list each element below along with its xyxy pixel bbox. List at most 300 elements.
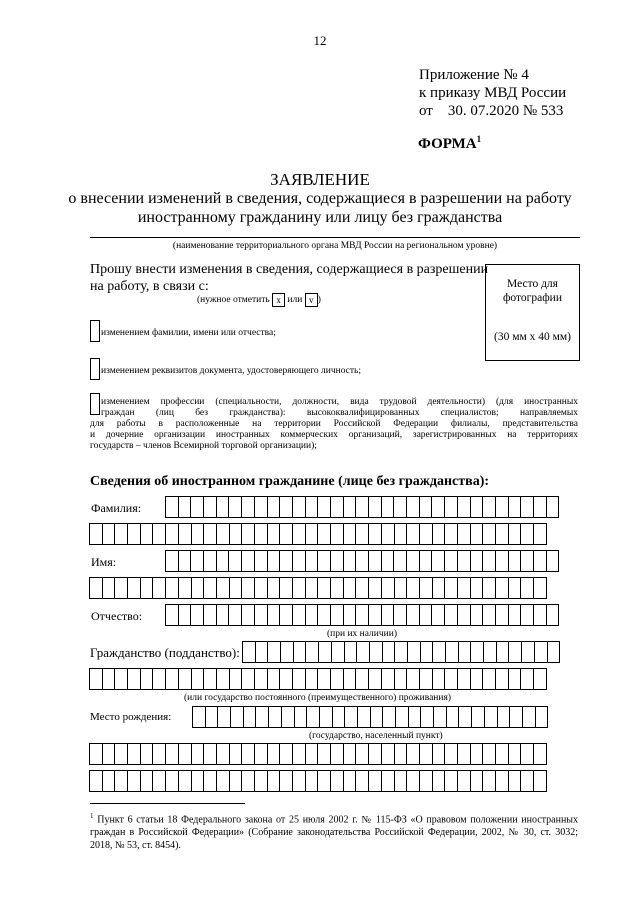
letter-cell[interactable] bbox=[191, 743, 205, 765]
letter-cell[interactable] bbox=[470, 550, 484, 572]
letter-cell[interactable] bbox=[457, 496, 471, 518]
checkbox-name-change[interactable] bbox=[90, 320, 100, 342]
letter-cell[interactable] bbox=[267, 641, 281, 663]
letter-cell[interactable] bbox=[470, 668, 484, 690]
letter-cell[interactable] bbox=[432, 577, 446, 599]
letter-cell[interactable] bbox=[102, 523, 116, 545]
letter-cell[interactable] bbox=[267, 668, 281, 690]
surname-cells[interactable] bbox=[166, 496, 559, 518]
letter-cell[interactable] bbox=[254, 550, 268, 572]
letter-cell[interactable] bbox=[127, 668, 141, 690]
letter-cell[interactable] bbox=[229, 523, 243, 545]
letter-cell[interactable] bbox=[254, 577, 268, 599]
letter-cell[interactable] bbox=[495, 668, 509, 690]
citizenship-cells-2[interactable] bbox=[90, 668, 547, 690]
letter-cell[interactable] bbox=[305, 523, 319, 545]
letter-cell[interactable] bbox=[458, 641, 472, 663]
letter-cell[interactable] bbox=[482, 523, 496, 545]
letter-cell[interactable] bbox=[140, 770, 154, 792]
letter-cell[interactable] bbox=[495, 523, 509, 545]
letter-cell[interactable] bbox=[394, 577, 408, 599]
letter-cell[interactable] bbox=[165, 770, 179, 792]
letter-cell[interactable] bbox=[407, 641, 421, 663]
authority-line[interactable] bbox=[90, 237, 580, 238]
letter-cell[interactable] bbox=[331, 641, 345, 663]
letter-cell[interactable] bbox=[457, 577, 471, 599]
letter-cell[interactable] bbox=[330, 523, 344, 545]
letter-cell[interactable] bbox=[381, 550, 395, 572]
letter-cell[interactable] bbox=[393, 604, 407, 626]
letter-cell[interactable] bbox=[306, 706, 320, 728]
letter-cell[interactable] bbox=[254, 770, 268, 792]
letter-cell[interactable] bbox=[444, 743, 458, 765]
letter-cell[interactable] bbox=[508, 641, 522, 663]
letter-cell[interactable] bbox=[203, 550, 217, 572]
letter-cell[interactable] bbox=[191, 577, 205, 599]
letter-cell[interactable] bbox=[305, 577, 319, 599]
letter-cell[interactable] bbox=[102, 668, 116, 690]
letter-cell[interactable] bbox=[203, 770, 217, 792]
letter-cell[interactable] bbox=[114, 523, 128, 545]
letter-cell[interactable] bbox=[369, 641, 383, 663]
letter-cell[interactable] bbox=[419, 496, 433, 518]
letter-cell[interactable] bbox=[254, 743, 268, 765]
letter-cell[interactable] bbox=[216, 604, 230, 626]
letter-cell[interactable] bbox=[533, 550, 547, 572]
letter-cell[interactable] bbox=[165, 496, 179, 518]
letter-cell[interactable] bbox=[217, 706, 231, 728]
letter-cell[interactable] bbox=[368, 523, 382, 545]
letter-cell[interactable] bbox=[533, 496, 547, 518]
letter-cell[interactable] bbox=[520, 668, 534, 690]
letter-cell[interactable] bbox=[152, 668, 166, 690]
letter-cell[interactable] bbox=[520, 604, 534, 626]
letter-cell[interactable] bbox=[89, 523, 103, 545]
letter-cell[interactable] bbox=[242, 641, 256, 663]
letter-cell[interactable] bbox=[419, 770, 433, 792]
letter-cell[interactable] bbox=[470, 496, 484, 518]
letter-cell[interactable] bbox=[381, 770, 395, 792]
letter-cell[interactable] bbox=[470, 641, 484, 663]
letter-cell[interactable] bbox=[254, 496, 268, 518]
letter-cell[interactable] bbox=[203, 668, 217, 690]
letter-cell[interactable] bbox=[431, 604, 445, 626]
letter-cell[interactable] bbox=[102, 770, 116, 792]
letter-cell[interactable] bbox=[368, 577, 382, 599]
letter-cell[interactable] bbox=[533, 668, 547, 690]
letter-cell[interactable] bbox=[470, 523, 484, 545]
letter-cell[interactable] bbox=[268, 706, 282, 728]
letter-cell[interactable] bbox=[127, 523, 141, 545]
letter-cell[interactable] bbox=[533, 743, 547, 765]
letter-cell[interactable] bbox=[241, 496, 255, 518]
letter-cell[interactable] bbox=[408, 706, 422, 728]
letter-cell[interactable] bbox=[520, 523, 534, 545]
letter-cell[interactable] bbox=[444, 770, 458, 792]
letter-cell[interactable] bbox=[495, 743, 509, 765]
letter-cell[interactable] bbox=[229, 668, 243, 690]
letter-cell[interactable] bbox=[368, 770, 382, 792]
letter-cell[interactable] bbox=[267, 523, 281, 545]
letter-cell[interactable] bbox=[509, 706, 523, 728]
letter-cell[interactable] bbox=[330, 577, 344, 599]
letter-cell[interactable] bbox=[419, 668, 433, 690]
letter-cell[interactable] bbox=[444, 604, 458, 626]
letter-cell[interactable] bbox=[406, 770, 420, 792]
letter-cell[interactable] bbox=[203, 523, 217, 545]
letter-cell[interactable] bbox=[89, 577, 103, 599]
letter-cell[interactable] bbox=[420, 641, 434, 663]
letter-cell[interactable] bbox=[89, 770, 103, 792]
letter-cell[interactable] bbox=[216, 577, 230, 599]
letter-cell[interactable] bbox=[344, 641, 358, 663]
letter-cell[interactable] bbox=[165, 604, 179, 626]
letter-cell[interactable] bbox=[431, 550, 445, 572]
letter-cell[interactable] bbox=[152, 523, 166, 545]
letter-cell[interactable] bbox=[457, 668, 471, 690]
letter-cell[interactable] bbox=[229, 743, 243, 765]
letter-cell[interactable] bbox=[255, 641, 269, 663]
letter-cell[interactable] bbox=[102, 743, 116, 765]
letter-cell[interactable] bbox=[406, 668, 420, 690]
letter-cell[interactable] bbox=[178, 577, 192, 599]
letter-cell[interactable] bbox=[292, 577, 306, 599]
letter-cell[interactable] bbox=[267, 577, 281, 599]
letter-cell[interactable] bbox=[178, 523, 192, 545]
name-cells[interactable] bbox=[166, 550, 559, 572]
letter-cell[interactable] bbox=[228, 550, 242, 572]
letter-cell[interactable] bbox=[203, 496, 217, 518]
letter-cell[interactable] bbox=[330, 668, 344, 690]
letter-cell[interactable] bbox=[330, 496, 344, 518]
letter-cell[interactable] bbox=[420, 706, 434, 728]
letter-cell[interactable] bbox=[546, 496, 560, 518]
letter-cell[interactable] bbox=[330, 604, 344, 626]
letter-cell[interactable] bbox=[355, 604, 369, 626]
letter-cell[interactable] bbox=[178, 550, 192, 572]
letter-cell[interactable] bbox=[140, 668, 154, 690]
letter-cell[interactable] bbox=[355, 496, 369, 518]
letter-cell[interactable] bbox=[419, 743, 433, 765]
letter-cell[interactable] bbox=[484, 706, 498, 728]
letter-cell[interactable] bbox=[381, 668, 395, 690]
letter-cell[interactable] bbox=[305, 496, 319, 518]
letter-cell[interactable] bbox=[343, 668, 357, 690]
letter-cell[interactable] bbox=[406, 496, 420, 518]
letter-cell[interactable] bbox=[191, 668, 205, 690]
letter-cell[interactable] bbox=[419, 523, 433, 545]
letter-cell[interactable] bbox=[216, 743, 230, 765]
letter-cell[interactable] bbox=[343, 550, 357, 572]
letter-cell[interactable] bbox=[178, 604, 192, 626]
letter-cell[interactable] bbox=[470, 577, 484, 599]
letter-cell[interactable] bbox=[482, 496, 496, 518]
letter-cell[interactable] bbox=[533, 770, 547, 792]
letter-cell[interactable] bbox=[381, 577, 395, 599]
letter-cell[interactable] bbox=[205, 706, 219, 728]
letter-cell[interactable] bbox=[368, 604, 382, 626]
letter-cell[interactable] bbox=[203, 604, 217, 626]
letter-cell[interactable] bbox=[508, 743, 522, 765]
letter-cell[interactable] bbox=[165, 550, 179, 572]
letter-cell[interactable] bbox=[482, 604, 496, 626]
letter-cell[interactable] bbox=[241, 523, 255, 545]
letter-cell[interactable] bbox=[319, 706, 333, 728]
letter-cell[interactable] bbox=[317, 550, 331, 572]
letter-cell[interactable] bbox=[152, 770, 166, 792]
letter-cell[interactable] bbox=[317, 577, 331, 599]
letter-cell[interactable] bbox=[444, 550, 458, 572]
letter-cell[interactable] bbox=[357, 706, 371, 728]
letter-cell[interactable] bbox=[216, 668, 230, 690]
letter-cell[interactable] bbox=[127, 577, 141, 599]
letter-cell[interactable] bbox=[444, 523, 458, 545]
letter-cell[interactable] bbox=[497, 706, 511, 728]
letter-cell[interactable] bbox=[114, 668, 128, 690]
letter-cell[interactable] bbox=[419, 550, 433, 572]
letter-cell[interactable] bbox=[330, 770, 344, 792]
letter-cell[interactable] bbox=[393, 496, 407, 518]
letter-cell[interactable] bbox=[521, 641, 535, 663]
letter-cell[interactable] bbox=[241, 770, 255, 792]
letter-cell[interactable] bbox=[508, 668, 522, 690]
letter-cell[interactable] bbox=[444, 496, 458, 518]
birthplace-cells[interactable] bbox=[193, 706, 548, 728]
letter-cell[interactable] bbox=[444, 668, 458, 690]
letter-cell[interactable] bbox=[267, 770, 281, 792]
letter-cell[interactable] bbox=[114, 770, 128, 792]
letter-cell[interactable] bbox=[230, 706, 244, 728]
letter-cell[interactable] bbox=[343, 523, 357, 545]
letter-cell[interactable] bbox=[140, 743, 154, 765]
letter-cell[interactable] bbox=[190, 604, 204, 626]
letter-cell[interactable] bbox=[495, 496, 509, 518]
letter-cell[interactable] bbox=[279, 604, 293, 626]
letter-cell[interactable] bbox=[355, 743, 369, 765]
letter-cell[interactable] bbox=[127, 743, 141, 765]
letter-cell[interactable] bbox=[482, 743, 496, 765]
letter-cell[interactable] bbox=[457, 770, 471, 792]
letter-cell[interactable] bbox=[343, 496, 357, 518]
letter-cell[interactable] bbox=[243, 706, 257, 728]
letter-cell[interactable] bbox=[508, 770, 522, 792]
letter-cell[interactable] bbox=[382, 706, 396, 728]
letter-cell[interactable] bbox=[406, 577, 420, 599]
letter-cell[interactable] bbox=[165, 743, 179, 765]
letter-cell[interactable] bbox=[406, 550, 420, 572]
letter-cell[interactable] bbox=[102, 577, 116, 599]
letter-cell[interactable] bbox=[482, 577, 496, 599]
letter-cell[interactable] bbox=[394, 770, 408, 792]
letter-cell[interactable] bbox=[470, 743, 484, 765]
letter-cell[interactable] bbox=[343, 577, 357, 599]
birthplace-cells-3[interactable] bbox=[90, 770, 547, 792]
letter-cell[interactable] bbox=[446, 706, 460, 728]
letter-cell[interactable] bbox=[292, 523, 306, 545]
letter-cell[interactable] bbox=[165, 577, 179, 599]
letter-cell[interactable] bbox=[457, 550, 471, 572]
letter-cell[interactable] bbox=[533, 577, 547, 599]
letter-cell[interactable] bbox=[317, 770, 331, 792]
letter-cell[interactable] bbox=[444, 577, 458, 599]
letter-cell[interactable] bbox=[533, 604, 547, 626]
letter-cell[interactable] bbox=[152, 577, 166, 599]
letter-cell[interactable] bbox=[254, 668, 268, 690]
letter-cell[interactable] bbox=[114, 577, 128, 599]
citizenship-cells[interactable] bbox=[243, 641, 560, 663]
letter-cell[interactable] bbox=[395, 706, 409, 728]
letter-cell[interactable] bbox=[241, 604, 255, 626]
letter-cell[interactable] bbox=[317, 604, 331, 626]
letter-cell[interactable] bbox=[432, 523, 446, 545]
letter-cell[interactable] bbox=[292, 604, 306, 626]
letter-cell[interactable] bbox=[330, 743, 344, 765]
letter-cell[interactable] bbox=[255, 706, 269, 728]
letter-cell[interactable] bbox=[419, 577, 433, 599]
letter-cell[interactable] bbox=[293, 641, 307, 663]
letter-cell[interactable] bbox=[483, 641, 497, 663]
letter-cell[interactable] bbox=[394, 641, 408, 663]
letter-cell[interactable] bbox=[292, 550, 306, 572]
letter-cell[interactable] bbox=[520, 770, 534, 792]
letter-cell[interactable] bbox=[165, 523, 179, 545]
letter-cell[interactable] bbox=[432, 641, 446, 663]
letter-cell[interactable] bbox=[471, 706, 485, 728]
letter-cell[interactable] bbox=[127, 770, 141, 792]
letter-cell[interactable] bbox=[482, 770, 496, 792]
letter-cell[interactable] bbox=[343, 604, 357, 626]
letter-cell[interactable] bbox=[496, 641, 510, 663]
letter-cell[interactable] bbox=[547, 641, 561, 663]
letter-cell[interactable] bbox=[495, 550, 509, 572]
letter-cell[interactable] bbox=[229, 577, 243, 599]
letter-cell[interactable] bbox=[368, 496, 382, 518]
letter-cell[interactable] bbox=[520, 577, 534, 599]
letter-cell[interactable] bbox=[406, 743, 420, 765]
letter-cell[interactable] bbox=[305, 604, 319, 626]
letter-cell[interactable] bbox=[508, 523, 522, 545]
letter-cell[interactable] bbox=[292, 743, 306, 765]
letter-cell[interactable] bbox=[305, 770, 319, 792]
letter-cell[interactable] bbox=[458, 706, 472, 728]
letter-cell[interactable] bbox=[356, 641, 370, 663]
letter-cell[interactable] bbox=[267, 496, 281, 518]
letter-cell[interactable] bbox=[355, 550, 369, 572]
letter-cell[interactable] bbox=[279, 523, 293, 545]
letter-cell[interactable] bbox=[344, 706, 358, 728]
letter-cell[interactable] bbox=[343, 770, 357, 792]
letter-cell[interactable] bbox=[546, 550, 560, 572]
letter-cell[interactable] bbox=[522, 706, 536, 728]
letter-cell[interactable] bbox=[254, 523, 268, 545]
letter-cell[interactable] bbox=[332, 706, 346, 728]
letter-cell[interactable] bbox=[431, 496, 445, 518]
letter-cell[interactable] bbox=[394, 743, 408, 765]
letter-cell[interactable] bbox=[457, 604, 471, 626]
letter-cell[interactable] bbox=[368, 743, 382, 765]
letter-cell[interactable] bbox=[520, 743, 534, 765]
letter-cell[interactable] bbox=[280, 641, 294, 663]
letter-cell[interactable] bbox=[534, 641, 548, 663]
letter-cell[interactable] bbox=[533, 523, 547, 545]
letter-cell[interactable] bbox=[292, 496, 306, 518]
letter-cell[interactable] bbox=[279, 577, 293, 599]
letter-cell[interactable] bbox=[432, 743, 446, 765]
letter-cell[interactable] bbox=[355, 577, 369, 599]
letter-cell[interactable] bbox=[470, 770, 484, 792]
birthplace-cells-2[interactable] bbox=[90, 743, 547, 765]
letter-cell[interactable] bbox=[343, 743, 357, 765]
letter-cell[interactable] bbox=[267, 604, 281, 626]
letter-cell[interactable] bbox=[495, 770, 509, 792]
letter-cell[interactable] bbox=[381, 496, 395, 518]
letter-cell[interactable] bbox=[432, 668, 446, 690]
letter-cell[interactable] bbox=[305, 743, 319, 765]
checkbox-profession-change[interactable] bbox=[90, 393, 100, 415]
letter-cell[interactable] bbox=[191, 523, 205, 545]
letter-cell[interactable] bbox=[330, 550, 344, 572]
letter-cell[interactable] bbox=[406, 523, 420, 545]
letter-cell[interactable] bbox=[381, 604, 395, 626]
letter-cell[interactable] bbox=[419, 604, 433, 626]
letter-cell[interactable] bbox=[203, 577, 217, 599]
letter-cell[interactable] bbox=[279, 770, 293, 792]
letter-cell[interactable] bbox=[89, 668, 103, 690]
letter-cell[interactable] bbox=[281, 706, 295, 728]
letter-cell[interactable] bbox=[279, 550, 293, 572]
letter-cell[interactable] bbox=[495, 577, 509, 599]
letter-cell[interactable] bbox=[241, 743, 255, 765]
letter-cell[interactable] bbox=[192, 706, 206, 728]
letter-cell[interactable] bbox=[191, 770, 205, 792]
letter-cell[interactable] bbox=[305, 550, 319, 572]
letter-cell[interactable] bbox=[394, 668, 408, 690]
letter-cell[interactable] bbox=[381, 743, 395, 765]
letter-cell[interactable] bbox=[152, 743, 166, 765]
letter-cell[interactable] bbox=[520, 550, 534, 572]
letter-cell[interactable] bbox=[216, 496, 230, 518]
letter-cell[interactable] bbox=[292, 770, 306, 792]
letter-cell[interactable] bbox=[294, 706, 308, 728]
surname-cells-2[interactable] bbox=[90, 523, 547, 545]
letter-cell[interactable] bbox=[495, 604, 509, 626]
letter-cell[interactable] bbox=[355, 770, 369, 792]
letter-cell[interactable] bbox=[355, 523, 369, 545]
letter-cell[interactable] bbox=[535, 706, 549, 728]
letter-cell[interactable] bbox=[140, 577, 154, 599]
letter-cell[interactable] bbox=[254, 604, 268, 626]
letter-cell[interactable] bbox=[241, 550, 255, 572]
patronymic-cells[interactable] bbox=[166, 604, 559, 626]
letter-cell[interactable] bbox=[178, 743, 192, 765]
letter-cell[interactable] bbox=[457, 743, 471, 765]
letter-cell[interactable] bbox=[305, 641, 319, 663]
letter-cell[interactable] bbox=[241, 668, 255, 690]
letter-cell[interactable] bbox=[381, 523, 395, 545]
letter-cell[interactable] bbox=[482, 668, 496, 690]
letter-cell[interactable] bbox=[482, 550, 496, 572]
letter-cell[interactable] bbox=[393, 550, 407, 572]
letter-cell[interactable] bbox=[508, 604, 522, 626]
name-cells-2[interactable] bbox=[90, 577, 547, 599]
letter-cell[interactable] bbox=[228, 604, 242, 626]
letter-cell[interactable] bbox=[216, 550, 230, 572]
letter-cell[interactable] bbox=[508, 496, 522, 518]
letter-cell[interactable] bbox=[368, 550, 382, 572]
letter-cell[interactable] bbox=[433, 706, 447, 728]
letter-cell[interactable] bbox=[203, 743, 217, 765]
letter-cell[interactable] bbox=[508, 550, 522, 572]
